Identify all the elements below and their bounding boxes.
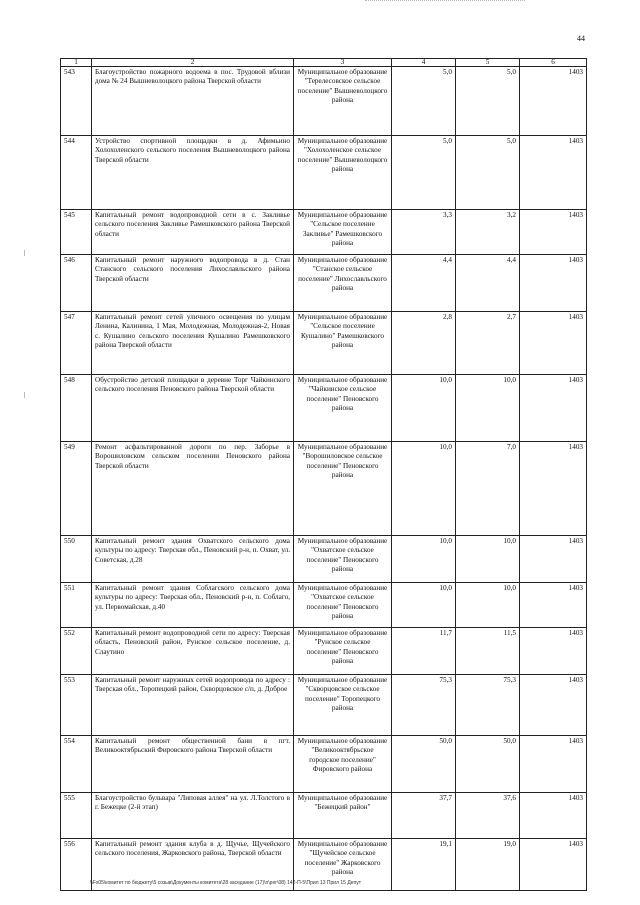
column-header: 3 bbox=[294, 59, 392, 67]
column-header: 6 bbox=[520, 59, 587, 67]
row-code: 1403 bbox=[520, 736, 587, 793]
row-recipient: Муниципальное образование "Сельское поселение Кушалино" Рамешковского района bbox=[294, 312, 392, 375]
row-number: 556 bbox=[61, 839, 92, 891]
table-row bbox=[61, 136, 587, 210]
table-row bbox=[61, 255, 587, 312]
row-recipient: Муниципальное образование "Щучейское сельское поселение" Жарковского района bbox=[294, 839, 392, 891]
table-row bbox=[61, 628, 587, 675]
row-value-1: 4,4 bbox=[392, 255, 456, 312]
row-code: 1403 bbox=[520, 839, 587, 891]
row-value-2: 19,0 bbox=[456, 839, 520, 891]
row-description: Обустройство детской площадки в деревне Торг Чайкинского сельского поселения Пеновского района Тверской области bbox=[92, 375, 294, 442]
row-number: 546 bbox=[61, 255, 92, 312]
row-recipient: Муниципальное образование "Бежецкий район" bbox=[294, 793, 392, 839]
row-recipient: Муниципальное образование "Великооктябрьское городское поселение" Фировского района bbox=[294, 736, 392, 793]
row-number: 548 bbox=[61, 375, 92, 442]
table-row bbox=[61, 375, 587, 442]
row-description: Капитальный ремонт здания клуба в д. Щучье, Щучейского сельского поселения, Жарковского района, Тверской области bbox=[92, 839, 294, 891]
table-header-row bbox=[61, 59, 587, 67]
column-header: 2 bbox=[92, 59, 294, 67]
row-value-2: 10,0 bbox=[456, 583, 520, 628]
row-number: 549 bbox=[61, 442, 92, 536]
table-row bbox=[61, 312, 587, 375]
table-row bbox=[61, 536, 587, 583]
row-value-2: 11,5 bbox=[456, 628, 520, 675]
row-value-1: 10,0 bbox=[392, 583, 456, 628]
table-row bbox=[61, 675, 587, 736]
row-code: 1403 bbox=[520, 375, 587, 442]
row-value-1: 10,0 bbox=[392, 536, 456, 583]
scan-artifact-line bbox=[365, 0, 525, 5]
row-value-2: 5,0 bbox=[456, 67, 520, 136]
row-value-2: 10,0 bbox=[456, 375, 520, 442]
row-number: 547 bbox=[61, 312, 92, 375]
row-description: Капитальный ремонт наружных сетей водопровода по адресу : Тверская обл., Торопецкий район, Скворцовское с/п, д. Доброе bbox=[92, 675, 294, 736]
row-number: 551 bbox=[61, 583, 92, 628]
row-recipient: Муниципальное образование "Терелесовское сельское поселение" Вышневолоцкого района bbox=[294, 67, 392, 136]
row-recipient: Муниципальное образование "Рунское сельское поселение" Пеновского района bbox=[294, 628, 392, 675]
table-row bbox=[61, 583, 587, 628]
row-recipient: Муниципальное образование "Сельское поселение Закливье" Рамешковского района bbox=[294, 210, 392, 255]
row-value-1: 19,1 bbox=[392, 839, 456, 891]
row-value-1: 75,3 bbox=[392, 675, 456, 736]
row-number: 552 bbox=[61, 628, 92, 675]
row-number: 555 bbox=[61, 793, 92, 839]
row-code: 1403 bbox=[520, 210, 587, 255]
row-code: 1403 bbox=[520, 255, 587, 312]
row-value-2: 2,7 bbox=[456, 312, 520, 375]
table-row bbox=[61, 67, 587, 136]
scan-mark bbox=[24, 392, 25, 398]
row-description: Устройство спортивной площадки в д. Афимьино Холохоленского сельского поселения Вышневолоцкого района Тверской области bbox=[92, 136, 294, 210]
row-value-2: 50,0 bbox=[456, 736, 520, 793]
row-value-2: 3,2 bbox=[456, 210, 520, 255]
row-value-1: 37,7 bbox=[392, 793, 456, 839]
row-code: 1403 bbox=[520, 675, 587, 736]
row-value-2: 5,0 bbox=[456, 136, 520, 210]
row-code: 1403 bbox=[520, 442, 587, 536]
file-path-footer: \\Fs05\комитет по бюджету\5 созыв\Документы комитета\28 заседание (17)\n\рег\08) 142-П-5\Прил 13 Прил 15 Депут bbox=[90, 880, 362, 886]
row-recipient: Муниципальное образование "Скворцовское сельское поселение" Торопецкого района bbox=[294, 675, 392, 736]
row-value-1: 3,3 bbox=[392, 210, 456, 255]
row-number: 550 bbox=[61, 536, 92, 583]
table-row bbox=[61, 210, 587, 255]
row-value-1: 10,0 bbox=[392, 375, 456, 442]
row-recipient: Муниципальное образование "Холохоленское сельское поселение" Вышневолоцкого района bbox=[294, 136, 392, 210]
row-value-1: 11,7 bbox=[392, 628, 456, 675]
row-recipient: Муниципальное образование "Охватское сельское поселение" Пеновского района bbox=[294, 583, 392, 628]
row-description: Капитальный ремонт здания Охватского сельского дома культуры по адресу: Тверская обл., Пеновский р-н, п. Охват, ул. Советская, д.28 bbox=[92, 536, 294, 583]
row-description: Ремонт асфальтированной дороги по пер. Заборье в Ворошиловском сельском поселении Пеновского района Тверской области bbox=[92, 442, 294, 536]
row-code: 1403 bbox=[520, 628, 587, 675]
row-description: Капитальный ремонт общественной бани в пгт. Великооктябрьский Фировского района Тверской области bbox=[92, 736, 294, 793]
row-recipient: Муниципальное образование "Станское сельское поселение" Лихославльского района bbox=[294, 255, 392, 312]
row-value-2: 4,4 bbox=[456, 255, 520, 312]
row-value-2: 10,0 bbox=[456, 536, 520, 583]
row-value-1: 2,8 bbox=[392, 312, 456, 375]
budget-table bbox=[60, 58, 587, 891]
row-value-2: 37,6 bbox=[456, 793, 520, 839]
table-row bbox=[61, 793, 587, 839]
row-recipient: Муниципальное образование "Ворошиловское сельское поселение" Пеновского района bbox=[294, 442, 392, 536]
row-code: 1403 bbox=[520, 793, 587, 839]
row-recipient: Муниципальное образование "Чайкинское сельское поселение" Пеновского района bbox=[294, 375, 392, 442]
row-value-2: 75,3 bbox=[456, 675, 520, 736]
row-code: 1403 bbox=[520, 67, 587, 136]
row-description: Капитальный ремонт сетей уличного освещения по улицам Ленина, Калинина, 1 Мая, Молодежная, Молодежная-2, Новая с. Кушалино сельского поселения Кушалино Рамешковского района Тверской области bbox=[92, 312, 294, 375]
row-value-1: 50,0 bbox=[392, 736, 456, 793]
row-number: 545 bbox=[61, 210, 92, 255]
row-value-1: 10,0 bbox=[392, 442, 456, 536]
table-row bbox=[61, 736, 587, 793]
row-value-1: 5,0 bbox=[392, 136, 456, 210]
column-header: 1 bbox=[61, 59, 92, 67]
row-description: Капитальный ремонт наружного водопровода в д. Стан Станского сельского поселения Лихославльского района Тверской области bbox=[92, 255, 294, 312]
row-code: 1403 bbox=[520, 136, 587, 210]
row-description: Благоустройство пожарного водоема в пос. Трудовой вблизи дома № 24 Вышневолоцкого района Тверской области bbox=[92, 67, 294, 136]
row-code: 1403 bbox=[520, 312, 587, 375]
row-description: Капитальный ремонт водопроводной сети в с. Закливье сельского поселения Закливье Рамешковского района Тверской области bbox=[92, 210, 294, 255]
row-value-1: 5,0 bbox=[392, 67, 456, 136]
row-description: Капитальный ремонт здания Соблагского сельского дома культуры по адресу: Тверская обл., Пеновский р-н, п. Соблаго, ул. Первомайская, д.40 bbox=[92, 583, 294, 628]
table-row bbox=[61, 442, 587, 536]
row-value-2: 7,0 bbox=[456, 442, 520, 536]
row-number: 554 bbox=[61, 736, 92, 793]
row-code: 1403 bbox=[520, 583, 587, 628]
row-number: 553 bbox=[61, 675, 92, 736]
row-recipient: Муниципальное образование "Охватское сельское поселение" Пеновского района bbox=[294, 536, 392, 583]
row-description: Капитальный ремонт водопроводной сети по адресу: Тверская область, Пеновский район, Рунское сельское поселение, д. Слаутино bbox=[92, 628, 294, 675]
column-header: 4 bbox=[392, 59, 456, 67]
row-number: 543 bbox=[61, 67, 92, 136]
scan-mark bbox=[24, 250, 25, 256]
column-header: 5 bbox=[456, 59, 520, 67]
page-number: 44 bbox=[577, 34, 585, 43]
row-description: Благоустройство бульвара "Липовая аллея" на ул. Л.Толстого в г. Бежецке (2-й этап) bbox=[92, 793, 294, 839]
row-number: 544 bbox=[61, 136, 92, 210]
row-code: 1403 bbox=[520, 536, 587, 583]
